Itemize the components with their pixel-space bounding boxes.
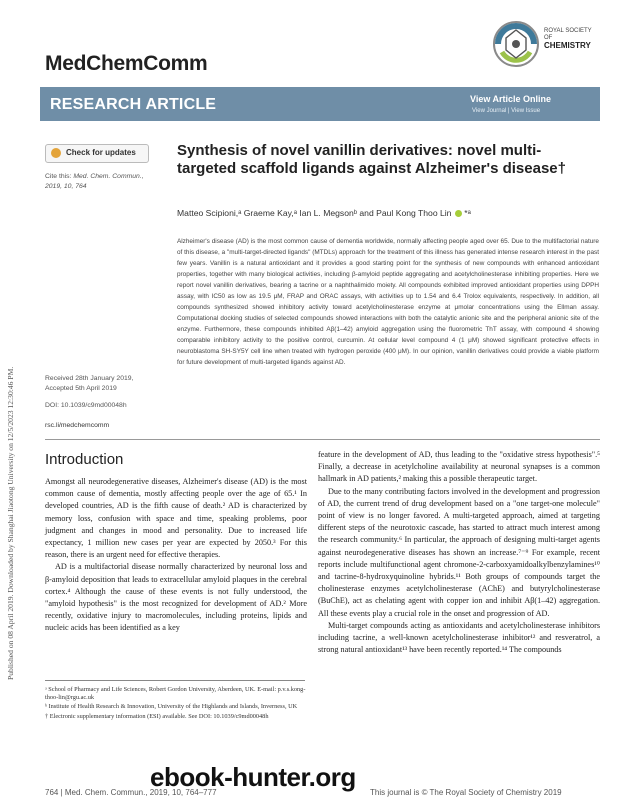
download-notice: Published on 08 April 2019. Downloaded by Shanghai Jiaotong University on 12/5/2023 12:30:46 PM. [6,366,15,680]
authors-suffix: *ᵃ [464,208,471,218]
paragraph: Due to the many contributing factors involved in the development and progression of AD, the current trend of drug development based on a "one target-one molecule" point of view is no longer favored. A multi-targeted approach, aimed at targeting different steps of the neurotoxic cascade, has started to attract much interest among the research community.⁶ In particular, the approach of designing multi-target agents against neurodegenerative diseases has shown an increase.⁷⁻⁹ For example, recent reports include multifunctional agent chromone-2-carboxyamidoalkylbenzylamines¹⁰ and tacrine-8-hydroxyquinoline hybrids.¹¹ Both groups of compounds target the cholinesterase enzymes acetylcholinesterase (AChE) and butyrylcholinesterase (BuChE), act as chelating agent with copper ion and inhibit Aβ(1–42) aggregation. All these events play a crucial role in the onset and progression of AD. [318,486,600,618]
footer-left: 764 | Med. Chem. Commun., 2019, 10, 764–777 [45,788,217,797]
orcid-icon[interactable] [455,210,462,217]
update-badge-icon [51,148,61,158]
introduction-heading: Introduction [45,451,124,468]
footnote-divider [45,680,305,681]
body-column-right [318,449,600,656]
doi[interactable]: DOI: 10.1039/c9md00048h [45,402,127,409]
citation-label: Cite this: [45,173,72,180]
paragraph: Amongst all neurodegenerative diseases, Alzheimer's disease (AD) is the most common cause of dementia, mostly affecting people over the age of 65.¹ In developed countries, AD is the fifth cause of death.² AD is characterized by memory loss, confusion with space and time, speaking problems, poor judgment and changes in mood and personality. Due to increased life expectancy, 1 million new cases per year are expected by 2050.³ For this reason, there is an urgent need for effective therapies. [45,477,307,560]
journal-link[interactable]: rsc.li/medchemcomm [45,422,110,429]
article-title: Synthesis of novel vanillin derivatives: novel multi-targeted scaffold ligands against Alzheimer's disease† [177,142,566,177]
article-type-title: RESEARCH ARTICLE [50,96,217,113]
view-journal-issue-links[interactable]: View Journal | View Issue [472,108,541,114]
footnote: † Electronic supplementary information (ESI) available. See DOI: 10.1039/c9md00048h [45,712,269,720]
view-article-online-link[interactable]: View Article Online [470,94,552,104]
authors-text: Matteo Scipioni,ᵃ Graeme Kay,ᵃ Ian L. Megsonᵇ and Paul Kong Thoo Lin [177,208,452,218]
download-sidebar [0,120,18,680]
check-for-updates-button[interactable] [45,144,149,163]
accepted-date: Accepted 5th April 2019 [45,385,117,392]
citation-block [45,172,155,192]
journal-name: MedChemComm [45,52,208,75]
rsc-logo-text: ROYAL SOCIETY OF CHEMISTRY [544,28,592,50]
footer-right: This journal is © The Royal Society of Chemistry 2019 [370,788,562,797]
footnote: ᵇ Institute of Health Research & Innovation, University of the Highlands and Islands, Inverness, UK [45,703,298,711]
received-date: Received 28th January 2019, [45,375,134,382]
body-column-left [45,476,307,635]
citation-text: Med. Chem. Commun., 2019, 10, 764 [45,173,144,190]
abstract: Alzheimer's disease (AD) is the most common cause of dementia worldwide, normally affecting people aged over 65. Due to the multifactorial nature of this disease, a "multi-target-directed ligands" (MTDLs) approach for the treatment of this illness has generated intense research interest in the past few years. Vanillin is a natural antioxidant and it provides a good starting point for the synthesis of new compounds with enhanced antioxidant properties, together with many biological activities, including β-amyloid peptide aggregating and acetylcholinesterase inhibiting properties. Here we report novel vanillin derivatives, bearing a tacrine or a naphthalimido moiety. All compounds exhibited improved antioxidant properties using DPPH assay, with IC50 as low as 19.5 μM, FRAP and ORAC assays, with activities up to 1.54 and 6.4 Trolox equivalents, respectively. In addition, all compounds synthesized showed inhibitory activity toward acetylcholinesterase enzyme at μmolar concentrations using the Ellman assay. Computational docking studies of selected compounds showed interactions with both the catalytic anionic site and the peripheral anionic site of the enzyme. Furthermore, these compounds inhibited Aβ(1–42) amyloid aggregation using the fluorometric ThT assay, with compound 4 showing comparable inhibitory activity to the positive control, curcumin. At cellular level compound 4 (1 μM) showed significant protective effects in neuroblastoma SH-SY5Y cell line when treated with hydrogen peroxide (400 μM). In our opinion, vanillin derivatives could provide a viable platform for future development of multi-targeted ligands against AD. [177,238,599,366]
check-for-updates-label: Check for updates [66,148,136,157]
section-divider [45,439,600,440]
footnotes [45,686,307,722]
paragraph: Multi-target compounds acting as antioxidants and acetylcholinesterase inhibitors including tacrine, a well-known acetylcholinesterase inhibitor¹² and resveratrol, a strong natural antioxidant¹³ have been recently reported.¹⁴ The compounds [318,620,600,655]
watermark: ebook-hunter.org [150,762,356,792]
paragraph: AD is a multifactorial disease normally characterized by neuronal loss and β-amyloid deposition that leads to extracellular amyloid plaques in the cerebral cortex.⁴ Although the cause of these events is not fully understood, the "amyloid hypothesis" is the most recognized for development of AD.² More recently, oxidative injury to macromolecules, including proteins, lipids and nucleic acids has been identified as a key [45,562,307,633]
article-dates [45,374,165,394]
footnote: ᵃ School of Pharmacy and Life Sciences, Robert Gordon University, Aberdeen, UK. E-mail: p.v.s.kong-thoo-lin@rgu.ac.uk [45,686,306,702]
author-list [177,208,597,218]
paragraph: feature in the development of AD, thus leading to the "oxidative stress hypothesis".⁵ Finally, a decrease in acetylcholine availability at neuronal synapses is a common hallmark in AD patients,² making this a possible therapeutic target. [318,450,600,484]
